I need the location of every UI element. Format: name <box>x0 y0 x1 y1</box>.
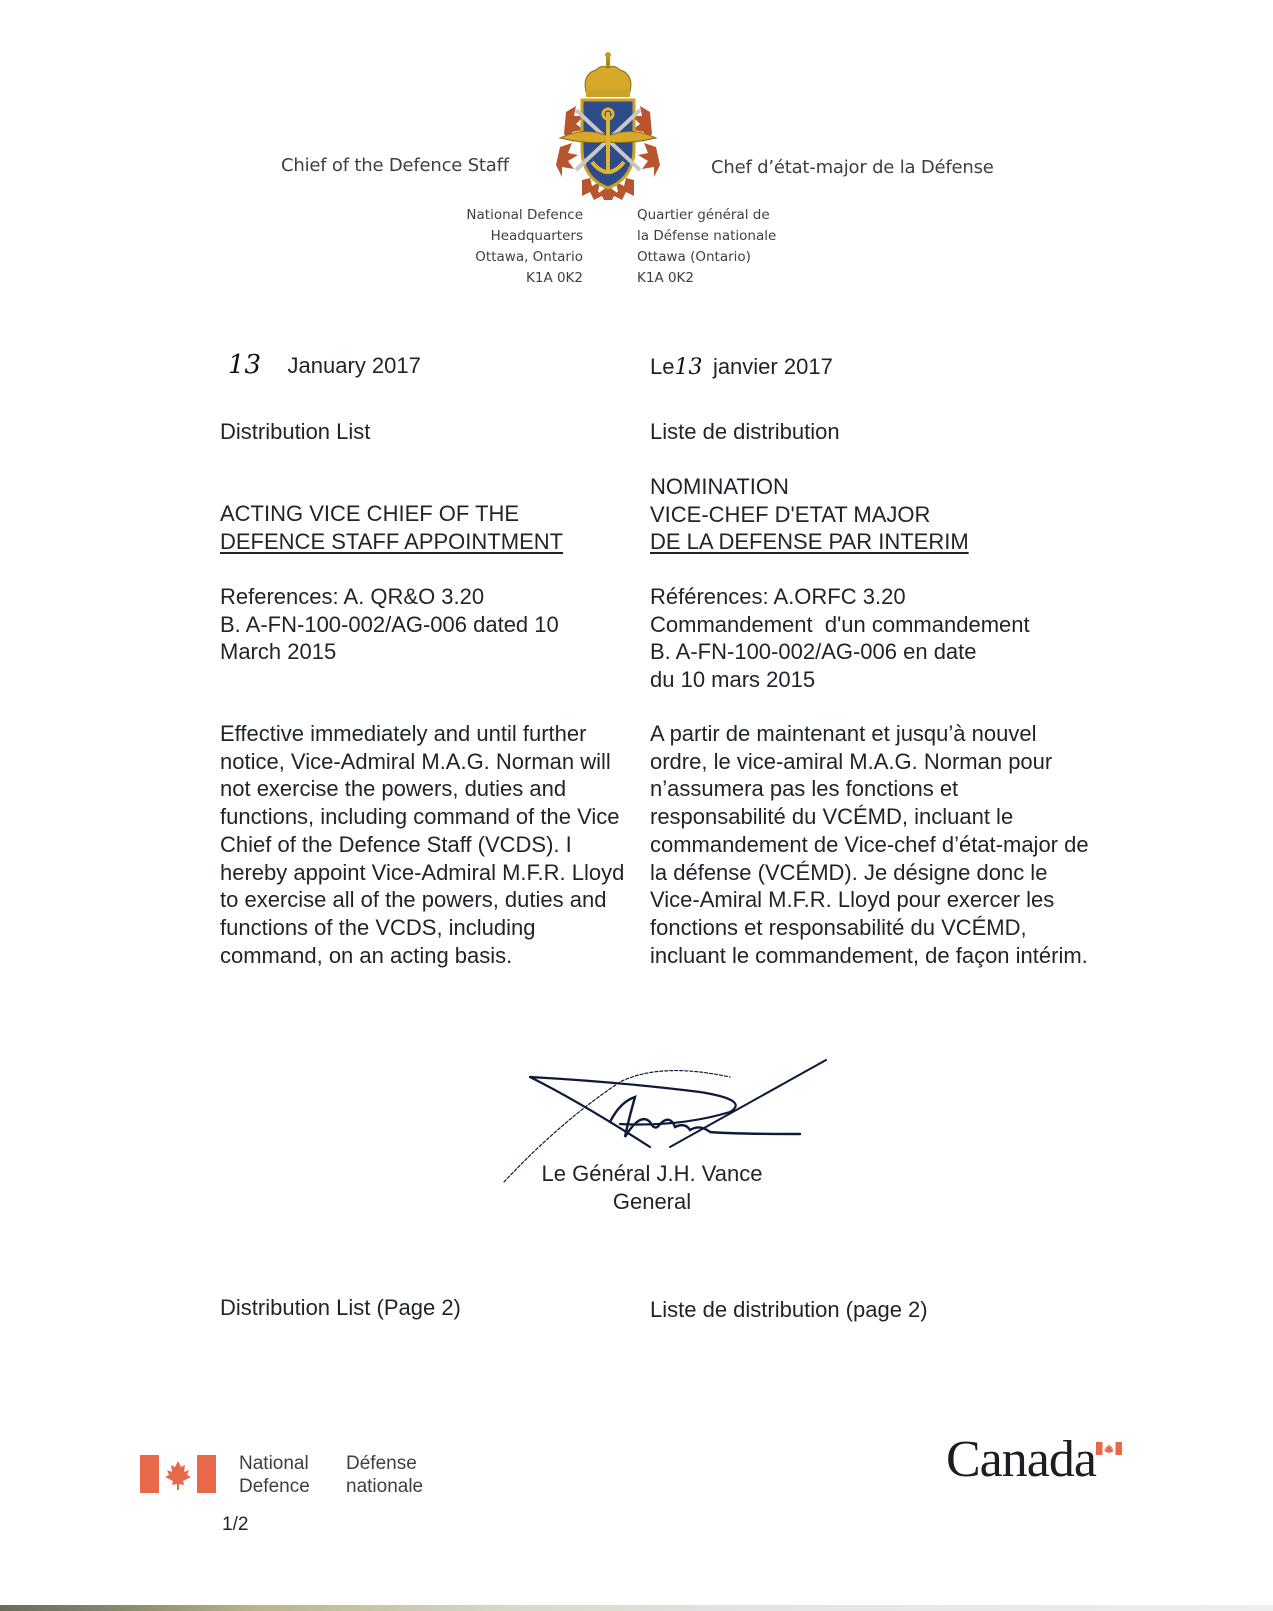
wordmark-flag-icon <box>1096 1442 1122 1455</box>
distribution-page2-en: Distribution List (Page 2) <box>220 1295 461 1320</box>
dept-en-line2: Defence <box>239 1476 310 1497</box>
canada-flag-icon <box>140 1455 216 1493</box>
address-fr-line: Quartier général de <box>637 207 770 223</box>
address-en <box>400 205 583 289</box>
address-en-line: Headquarters <box>490 228 583 244</box>
canada-wordmark <box>946 1430 1136 1490</box>
date-fr <box>650 353 833 381</box>
date-fr-prefix: Le <box>650 354 675 379</box>
dept-fr-line2: nationale <box>346 1476 424 1497</box>
cds-crest-icon <box>552 52 664 202</box>
reference-line: March 2015 <box>220 639 337 665</box>
letterhead-title-en: Chief of the Defence Staff <box>281 155 509 176</box>
subject-fr-line1: NOMINATION <box>650 474 789 499</box>
reference-line: References: A. QR&O 3.20 <box>220 584 485 609</box>
dept-fr-line1: Défense <box>346 1453 417 1474</box>
subject-en-line1: ACTING VICE CHIEF OF THE <box>220 501 520 526</box>
reference-line: Commandement d'un commandement <box>650 611 1030 637</box>
recipient-fr: Liste de distribution <box>650 419 840 444</box>
distribution-page2-fr: Liste de distribution (page 2) <box>650 1297 928 1322</box>
address-en-line: K1A 0K2 <box>526 270 583 286</box>
dept-name-en <box>239 1452 310 1498</box>
dept-en-line1: National <box>239 1453 309 1474</box>
letterhead-title-fr: Chef d’état-major de la Défense <box>711 157 994 178</box>
address-fr <box>637 205 837 289</box>
reference-line: B. A-FN-100-002/AG-006 en date <box>650 639 977 665</box>
subject-fr-line3: DE LA DEFENSE PAR INTERIM <box>650 529 969 555</box>
handwritten-day-fr: 13 <box>674 355 703 380</box>
dept-name-fr <box>346 1452 423 1498</box>
address-en-line: National Defence <box>466 207 583 223</box>
address-en-line: Ottawa, Ontario <box>475 249 583 265</box>
date-en <box>228 350 421 380</box>
handwritten-day-en: 13 <box>228 350 262 380</box>
reference-line: du 10 mars 2015 <box>650 667 816 693</box>
reference-line: B. A-FN-100-002/AG-006 dated 10 <box>220 611 559 637</box>
subject-en <box>220 500 640 555</box>
subject-en-line2: DEFENCE STAFF APPOINTMENT <box>220 528 564 554</box>
body-en: Effective immediately and until further notice, Vice-Admiral M.A.G. Norman will not exercise the powers, duties and functions, including command of the Vice Chief of the Defence Staff (VCDS). I hereby appoint Vice-Admiral M.F.R. Lloyd to exercise all of the powers, duties and functions of the VCDS, including command, on an acting basis. <box>220 721 625 968</box>
signatory-name: Le Général J.H. Vance <box>541 1161 763 1186</box>
subject-fr-line2: VICE-CHEF D'ETAT MAJOR <box>650 501 931 527</box>
signatory-rank: General <box>612 1189 692 1214</box>
body-fr: A partir de maintenant et jusqu’à nouvel ordre, le vice-amiral M.A.G. Norman pour n’assumera pas les fonctions et responsabilité du VCÉMD, incluant le commandement de Vice-chef d’état-major de la défense (VCÉMD). Je désigne donc le Vice-Amiral M.F.R. Lloyd pour exercer les fonctions et responsabilité du VCÉMD, incluant le commandement, de façon intérim. <box>650 721 1089 968</box>
scan-edge-strip <box>0 1605 1273 1611</box>
address-fr-line: K1A 0K2 <box>637 270 694 286</box>
recipient-en: Distribution List <box>220 419 371 444</box>
subject-fr <box>650 473 1070 556</box>
reference-line: Références: A.ORFC 3.20 <box>650 584 906 609</box>
address-fr-line: Ottawa (Ontario) <box>637 249 751 265</box>
address-fr-line: la Défense nationale <box>637 228 777 244</box>
date-fr-text: janvier 2017 <box>712 354 833 379</box>
references-en <box>220 583 640 666</box>
date-en-text: January 2017 <box>287 353 421 378</box>
references-fr <box>650 583 1090 694</box>
wordmark-text: Canada <box>946 1431 1096 1488</box>
page-number: 1/2 <box>222 1514 249 1535</box>
